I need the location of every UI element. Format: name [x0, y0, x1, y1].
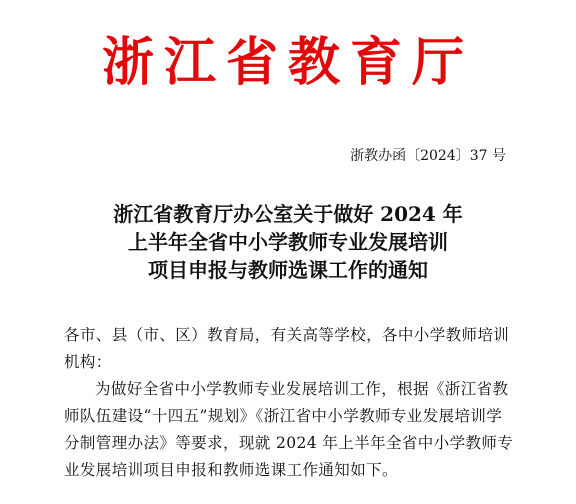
title-line-3: 项目申报与教师选课工作的通知 [148, 258, 428, 282]
title-line-1: 浙江省教育厅办公室关于做好 2024 年 [113, 202, 463, 226]
issuer-masthead: 浙江省教育厅 [101, 32, 474, 93]
body-paragraph: 为做好全省中小学教师专业发展培训工作，根据《浙江省教师队伍建设“十四五”规划》《浙江省中小学教师专业发展培训学分制管理办法》等要求，现就 2024 年上半年全省中小学教师专业发展培训项目申报和教师选课工作通知如下。 [64, 380, 514, 479]
document-number: 浙教办函〔2024〕37 号 [350, 148, 506, 164]
document-body [64, 322, 514, 484]
document-title [0, 200, 576, 284]
salutation: 各市、县（市、区）教育局，有关高等学校，各中小学教师培训机构： [64, 326, 510, 371]
title-line-2: 上半年全省中小学教师专业发展培训 [128, 230, 448, 254]
